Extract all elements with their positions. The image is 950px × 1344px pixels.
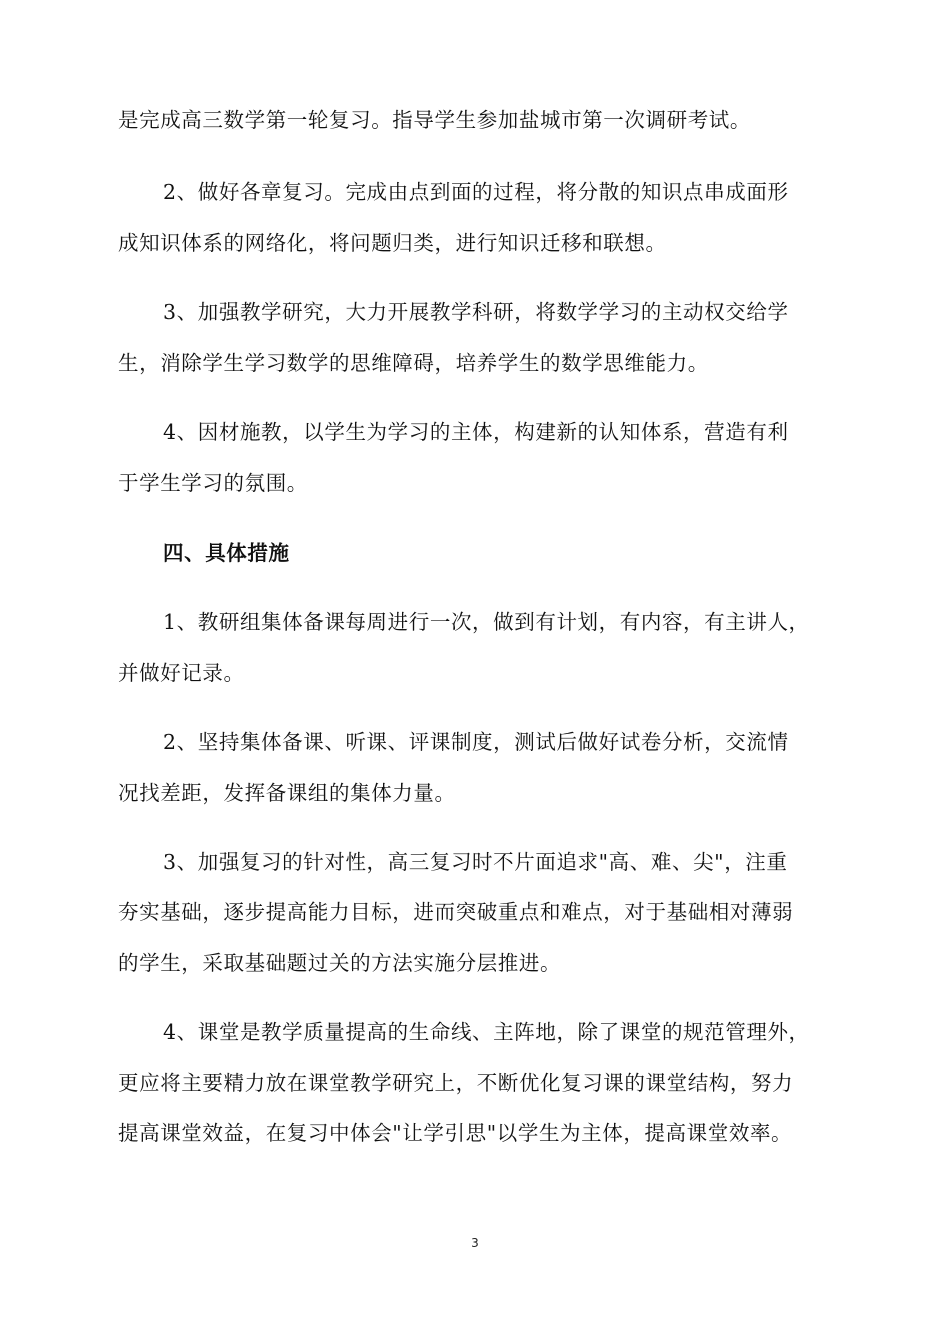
text-line: 3、加强教学研究，大力开展教学科研，将数学学习的主动权交给学 <box>163 300 789 324</box>
text-line: 4、因材施教，以学生为学习的主体，构建新的认知体系，营造有利 <box>163 420 789 444</box>
text-line: 1、教研组集体备课每周进行一次，做到有计划，有内容，有主讲人， <box>163 610 810 634</box>
text-line: 并做好记录。 <box>118 661 245 685</box>
text-line: 提高课堂效益，在复习中体会"让学引思"以学生为主体，提高课堂效率。 <box>118 1121 793 1145</box>
text-line: 3、加强复习的针对性，高三复习时不片面追求"高、难、尖"，注重 <box>163 850 788 874</box>
text-line: 于学生学习的氛围。 <box>118 471 308 495</box>
text-line: 更应将主要精力放在课堂教学研究上，不断优化复习课的课堂结构，努力 <box>118 1071 794 1095</box>
text-line: 2、坚持集体备课、听课、评课制度，测试后做好试卷分析，交流情 <box>163 730 789 754</box>
page-number: 3 <box>471 1236 479 1250</box>
text-line: 成知识体系的网络化，将问题归类，进行知识迁移和联想。 <box>118 231 667 255</box>
text-line: 况找差距，发挥备课组的集体力量。 <box>118 781 456 805</box>
text-line: 生，消除学生学习数学的思维障碍，培养学生的数学思维能力。 <box>118 351 709 375</box>
section-heading: 四、具体措施 <box>163 541 290 565</box>
text-line: 4、课堂是教学质量提高的生命线、主阵地，除了课堂的规范管理外， <box>163 1020 810 1044</box>
text-line: 2、做好各章复习。完成由点到面的过程，将分散的知识点串成面形 <box>163 180 789 204</box>
text-line: 的学生，采取基础题过关的方法实施分层推进。 <box>118 951 562 975</box>
text-line: 是完成高三数学第一轮复习。指导学生参加盐城市第一次调研考试。 <box>118 108 751 132</box>
text-line: 夯实基础，逐步提高能力目标，进而突破重点和难点，对于基础相对薄弱 <box>118 900 794 924</box>
